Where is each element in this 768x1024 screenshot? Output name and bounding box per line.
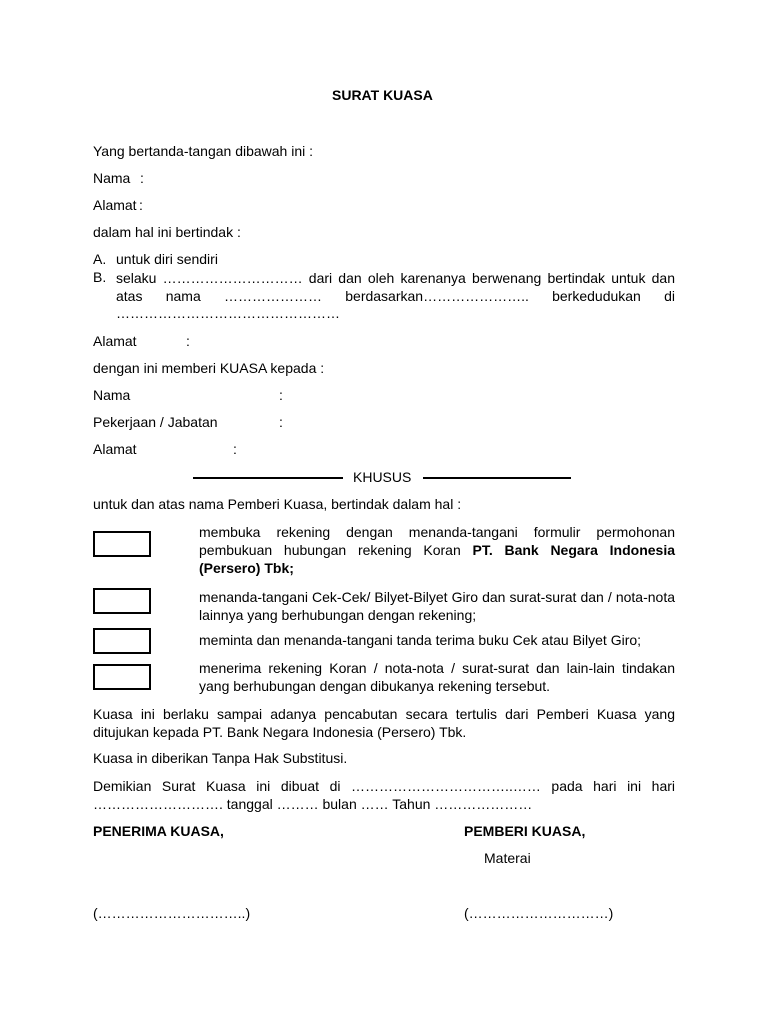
grantee-address-label: Alamat: [93, 441, 137, 457]
item-2-line2: lainnya yang berhubungan dengan rekening;: [199, 607, 477, 623]
item-1-line1: membuka rekening dengan menanda-tangani formulir permohonan: [199, 524, 675, 540]
grantee-job-label: Pekerjaan / Jabatan: [93, 414, 218, 430]
no-substitution: Kuasa in diberikan Tanpa Hak Substitusi.: [93, 750, 348, 766]
item-1-bank-name: PT. Bank Negara Indonesia: [472, 542, 676, 558]
item-4-line2: yang berhubungan dengan dibukanya rekening tersebut.: [199, 678, 551, 694]
grantor-address-colon: :: [139, 197, 143, 213]
validity-line1: Kuasa ini berlaku sampai adanya pencabutan secara tertulis dari Pemberi Kuasa yang: [93, 706, 675, 722]
special-heading: KHUSUS: [353, 469, 412, 485]
option-a-text: untuk diri sendiri: [116, 251, 218, 267]
grantee-name-label: Nama: [93, 387, 131, 403]
on-behalf-text: untuk dan atas nama Pemberi Kuasa, bertindak dalam hal :: [93, 496, 462, 512]
item-1-checkbox[interactable]: [93, 531, 151, 557]
heading-rule-left: [193, 477, 343, 479]
option-b-line2: atas nama ………………… berdasarkan………………….. berkedudukan di: [116, 288, 675, 304]
item-2-line1: menanda-tangani Cek-Cek/ Bilyet-Bilyet Giro dan surat-surat dan / nota-nota: [199, 589, 675, 605]
item-3-text: meminta dan menanda-tangani tanda terima buku Cek atau Bilyet Giro;: [199, 632, 642, 648]
acting-capacity: dalam hal ini bertindak :: [93, 224, 241, 240]
intro-text: Yang bertanda-tangan dibawah ini :: [93, 143, 314, 159]
item-1-text: [199, 523, 675, 577]
closing-paragraph: [93, 777, 675, 813]
heading-rule-right: [423, 477, 571, 479]
grantee-job-colon: :: [279, 414, 283, 430]
grantor-address2-label: Alamat: [93, 333, 137, 349]
option-b-marker: B.: [93, 269, 107, 285]
option-b-line3: …………………………………………: [116, 305, 340, 321]
grantee-name-colon: :: [279, 387, 283, 403]
item-4-text: [199, 659, 675, 695]
item-4-line1: menerima rekening Koran / nota-nota / surat-surat dan lain-lain tindakan: [199, 660, 675, 676]
validity-paragraph: [93, 705, 675, 741]
grantor-address-label: Alamat: [93, 197, 137, 213]
item-2-text: [199, 588, 675, 624]
option-b-line1: selaku ………………………… dari dan oleh karenanya berwenang bertindak untuk dan: [116, 270, 675, 286]
document-title: SURAT KUASA: [332, 87, 433, 103]
validity-line2: ditujukan kepada PT. Bank Negara Indonesia (Persero) Tbk.: [93, 724, 467, 740]
grant-statement: dengan ini memberi KUASA kepada :: [93, 360, 325, 376]
closing-line2: ………………………. tanggal ……… bulan …… Tahun …………………: [93, 796, 533, 812]
receiver-label: PENERIMA KUASA,: [93, 823, 224, 839]
option-a-marker: A.: [93, 251, 107, 267]
grantee-address-colon: :: [233, 441, 237, 457]
giver-signature-line: (…………………………): [464, 905, 614, 921]
closing-line1: Demikian Surat Kuasa ini dibuat di ……………………………..…… pada hari ini hari: [93, 778, 675, 794]
grantor-name-colon: :: [140, 170, 144, 186]
grantor-name-label: Nama: [93, 170, 131, 186]
receiver-signature-line: (…………………………..): [93, 905, 251, 921]
item-4-checkbox[interactable]: [93, 664, 151, 690]
item-1-line3: (Persero) Tbk;: [199, 560, 294, 576]
giver-label: PEMBERI KUASA,: [464, 823, 586, 839]
item-2-checkbox[interactable]: [93, 588, 151, 614]
grantor-address2-colon: :: [186, 333, 190, 349]
item-3-checkbox[interactable]: [93, 628, 151, 654]
item-1-line2: pembukuan hubungan rekening Koran: [199, 542, 473, 558]
stamp-label: Materai: [484, 850, 531, 866]
